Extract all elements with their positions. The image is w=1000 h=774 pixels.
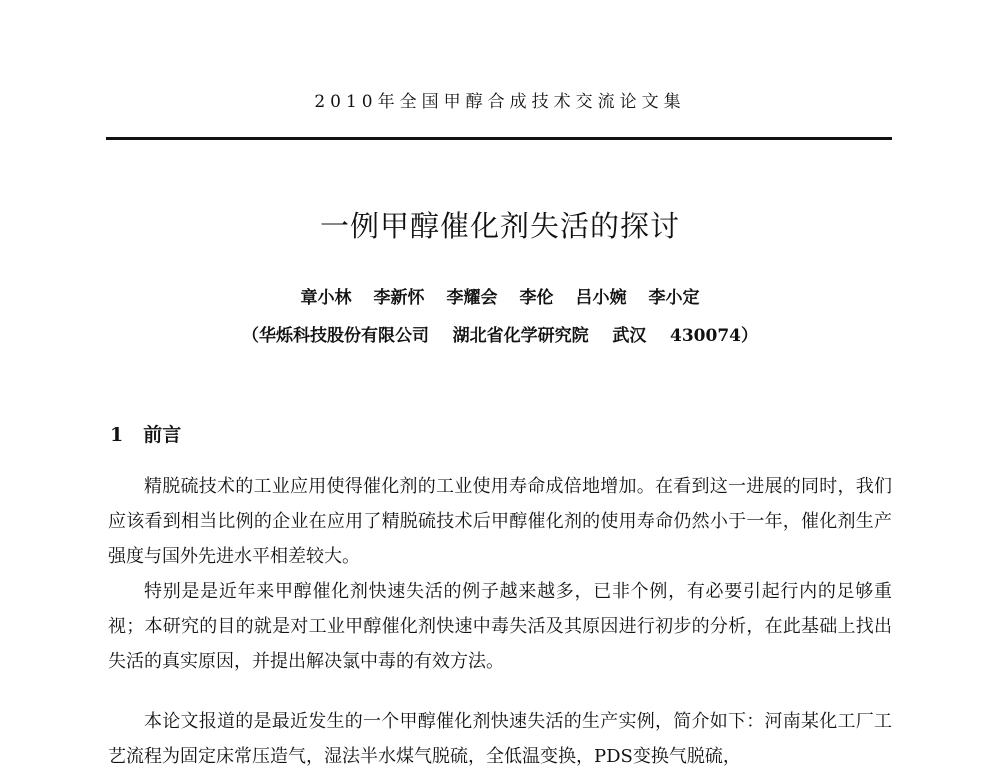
author-name: 吕小婉 (575, 288, 627, 308)
paragraph-text: 精脱硫技术的工业应用使得催化剂的工业使用寿命成倍地增加。在看到这一进展的同时，我们应该看到相当比例的企业在应用了精脱硫技术后甲醇催化剂的使用寿命仍然小于一年，催化剂生产强度与国外先进水平相差较大。 (108, 476, 892, 567)
affiliation: （华烁科技股份有限公司 湖北省化学研究院 武汉 430074） (242, 326, 758, 346)
author-name: 李伦 (519, 288, 554, 308)
section-number: 1 (110, 424, 124, 446)
author-list (0, 285, 1000, 311)
paragraph-text: 本论文报道的是最近发生的一个甲醇催化剂快速失活的生产实例，简介如下：河南某化工厂工艺流程为固定床常压造气，湿法半水煤气脱硫，全低温变换，PDS变换气脱硫， (108, 711, 892, 767)
header-rule (106, 137, 892, 140)
article-title: 一例甲醇催化剂失活的探讨 (319, 209, 680, 243)
body-paragraph (108, 469, 892, 574)
body-paragraph (108, 574, 892, 679)
section-title: 前言 (143, 424, 182, 446)
body-paragraph (108, 704, 892, 774)
author-name: 李小定 (648, 288, 700, 308)
paragraph-text: 特别是是近年来甲醇催化剂快速失活的例子越来越多，已非个例，有必要引起行内的足够重视；本研究的目的就是对工业甲醇催化剂快速中毒失活及其原因进行初步的分析，在此基础上找出失活的真实原因，并提出解决氯中毒的有效方法。 (108, 581, 892, 672)
section-heading (110, 421, 181, 449)
author-name: 章小林 (300, 288, 352, 308)
author-name: 李耀会 (446, 288, 498, 308)
author-name: 李新怀 (373, 288, 425, 308)
running-head: 2010年全国甲醇合成技术交流论文集 (314, 92, 686, 112)
